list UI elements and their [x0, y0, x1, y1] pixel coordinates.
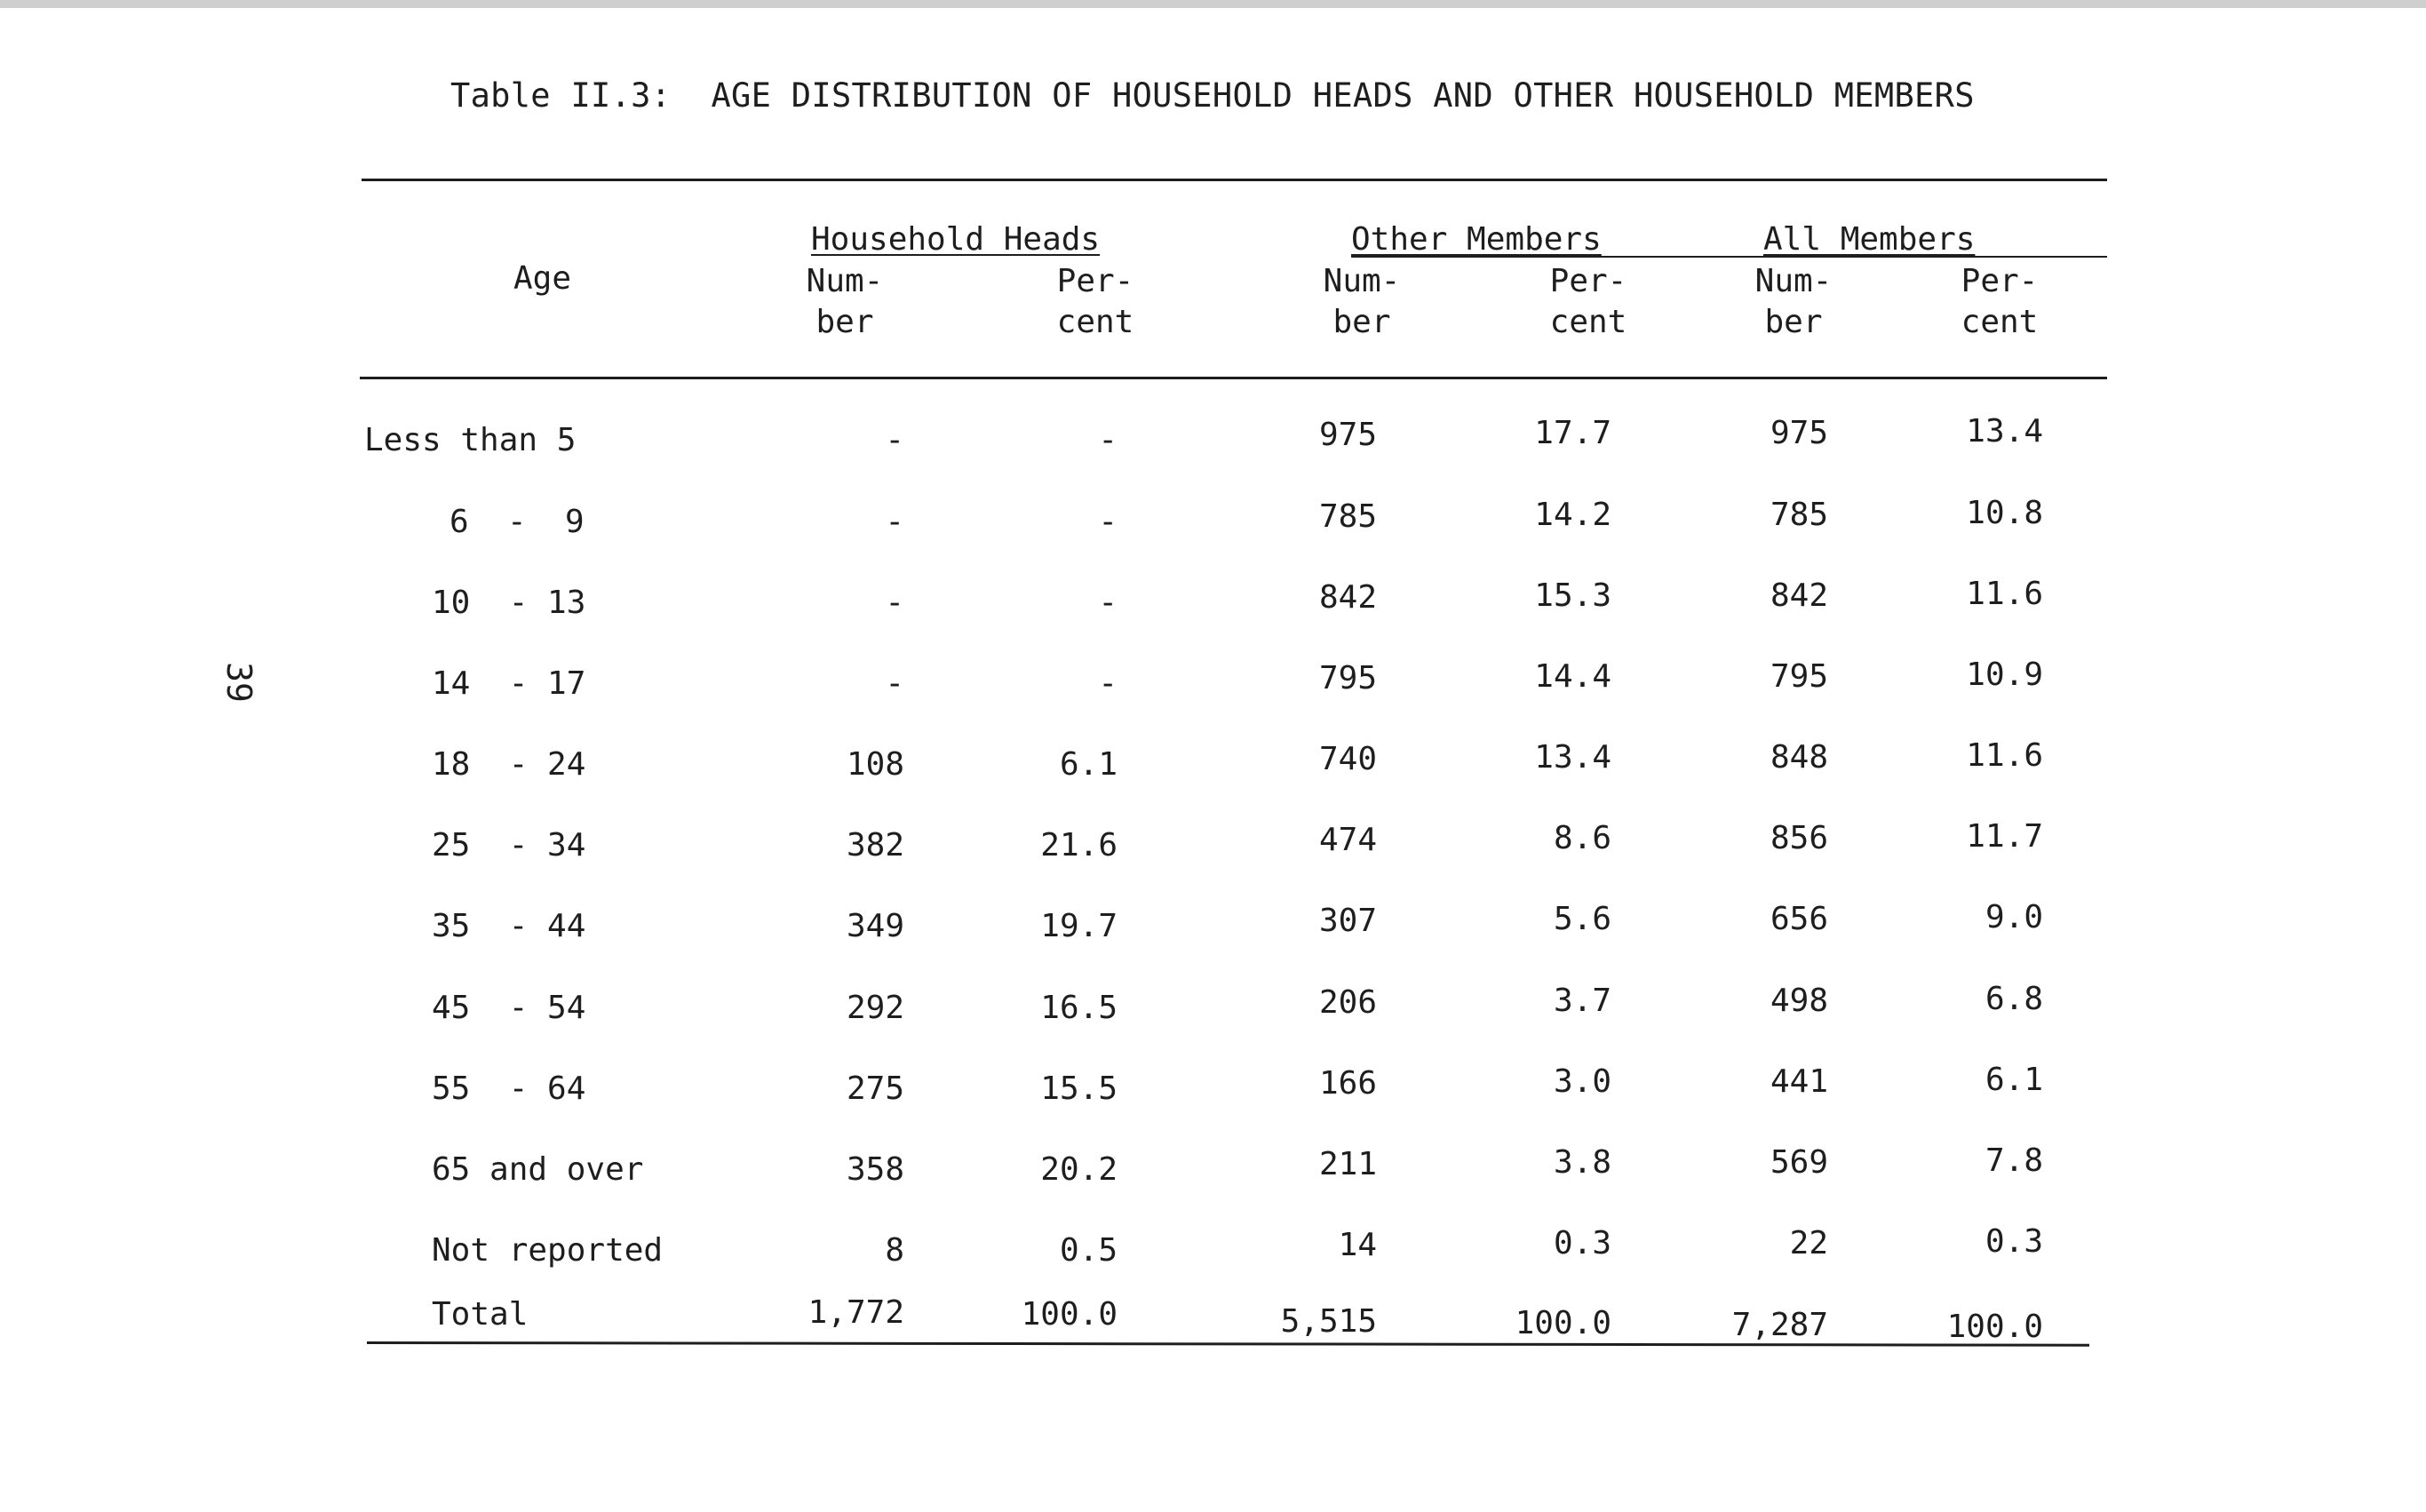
row-hh-pct-cell: -	[1098, 422, 1118, 458]
scan-top-edge	[0, 0, 2426, 8]
row-age-label: 10 - 13	[432, 585, 586, 621]
row-om-pct-cell: 14.2	[1534, 497, 1611, 533]
row-am-pct-cell: 9.0	[1985, 899, 2043, 935]
row-am-num-cell: 848	[1770, 739, 1828, 776]
row-am-num-cell: 656	[1770, 901, 1828, 937]
om-percent-header: Per- cent	[1549, 263, 1627, 340]
row-am-pct-cell: 6.8	[1985, 981, 2043, 1017]
row-hh-pct-cell: 19.7	[1040, 908, 1118, 944]
row-om-pct-cell: 3.0	[1553, 1063, 1611, 1100]
row-age-label: 45 - 54	[432, 990, 586, 1026]
total-hh-pct-cell: 100.0	[1021, 1296, 1118, 1333]
total-hh-num-cell: 1,772	[807, 1294, 904, 1331]
table-top-rule	[362, 179, 2107, 181]
row-hh-pct-cell: -	[1098, 585, 1118, 621]
row-om-num-cell: 795	[1318, 660, 1377, 696]
header-bottom-rule	[360, 377, 2107, 379]
row-am-pct-cell: 10.9	[1966, 657, 2043, 693]
row-age-label: 25 - 34	[432, 827, 586, 863]
row-hh-num-cell: 292	[846, 990, 904, 1026]
row-om-pct-cell: 5.6	[1553, 901, 1611, 937]
row-am-pct-cell: 0.3	[1985, 1223, 2043, 1260]
row-hh-pct-cell: 15.5	[1040, 1070, 1118, 1107]
total-label: Total	[432, 1296, 529, 1333]
row-hh-num-cell: -	[885, 422, 904, 458]
row-om-num-cell: 740	[1318, 741, 1377, 777]
row-hh-pct-cell: 16.5	[1040, 990, 1118, 1026]
hh-percent-header: Per- cent	[1056, 263, 1134, 340]
row-am-num-cell: 22	[1789, 1225, 1828, 1261]
row-om-num-cell: 206	[1318, 984, 1377, 1021]
row-om-num-cell: 975	[1318, 417, 1377, 453]
row-hh-pct-cell: 6.1	[1059, 746, 1118, 783]
row-age-label: 65 and over	[432, 1151, 644, 1188]
row-hh-pct-cell: 21.6	[1040, 827, 1118, 863]
row-am-num-cell: 441	[1770, 1063, 1828, 1100]
row-am-pct-cell: 11.7	[1966, 818, 2043, 855]
row-am-pct-cell: 10.8	[1966, 495, 2043, 531]
row-hh-pct-cell: -	[1098, 504, 1118, 540]
table-bottom-rule	[367, 1341, 2089, 1347]
row-hh-pct-cell: 0.5	[1059, 1232, 1118, 1269]
row-age-label: 35 - 44	[432, 908, 586, 944]
row-age-label: Not reported	[432, 1232, 664, 1269]
row-om-pct-cell: 0.3	[1553, 1225, 1611, 1261]
page-number: 39	[219, 662, 259, 703]
row-om-num-cell: 166	[1318, 1065, 1377, 1102]
row-am-num-cell: 785	[1770, 497, 1828, 533]
row-am-num-cell: 856	[1770, 820, 1828, 856]
all-members-group-header: All Members	[1763, 221, 1976, 258]
row-am-num-cell: 842	[1770, 577, 1828, 614]
row-hh-num-cell: 358	[846, 1151, 904, 1188]
row-age-label: 14 - 17	[432, 665, 586, 702]
row-age-label: 6 - 9	[449, 504, 585, 540]
row-am-pct-cell: 13.4	[1966, 413, 2043, 450]
row-om-pct-cell: 8.6	[1553, 820, 1611, 856]
row-om-num-cell: 211	[1318, 1146, 1377, 1182]
row-age-label: 18 - 24	[432, 746, 586, 783]
am-percent-header: Per- cent	[1961, 263, 2039, 340]
household-heads-group-header: Household Heads	[811, 221, 1101, 258]
age-column-header: Age	[513, 260, 572, 297]
row-hh-num-cell: 8	[885, 1232, 904, 1269]
table-title: Table II.3: AGE DISTRIBUTION OF HOUSEHOLD HEADS AND OTHER HOUSEHOLD MEMBERS	[450, 76, 1975, 115]
total-om-num-cell: 5,515	[1280, 1303, 1377, 1340]
row-om-num-cell: 842	[1318, 579, 1377, 616]
row-am-pct-cell: 6.1	[1985, 1062, 2043, 1098]
row-am-pct-cell: 11.6	[1966, 576, 2043, 612]
row-hh-num-cell: 108	[846, 746, 904, 783]
row-am-num-cell: 795	[1770, 658, 1828, 695]
row-hh-pct-cell: 20.2	[1040, 1151, 1118, 1188]
row-om-pct-cell: 17.7	[1534, 415, 1611, 451]
row-am-num-cell: 975	[1770, 415, 1828, 451]
row-om-pct-cell: 15.3	[1534, 577, 1611, 614]
am-number-header: Num- ber	[1754, 263, 1833, 340]
row-om-pct-cell: 3.8	[1553, 1144, 1611, 1181]
row-hh-num-cell: -	[885, 665, 904, 702]
row-om-pct-cell: 13.4	[1534, 739, 1611, 776]
row-hh-num-cell: 349	[846, 908, 904, 944]
total-am-pct-cell: 100.0	[1946, 1309, 2043, 1345]
row-hh-num-cell: -	[885, 585, 904, 621]
row-age-label: 55 - 64	[432, 1070, 586, 1107]
row-hh-num-cell: -	[885, 504, 904, 540]
total-am-num-cell: 7,287	[1731, 1307, 1828, 1343]
row-om-num-cell: 14	[1338, 1227, 1377, 1263]
group-header-rule	[1351, 256, 2107, 258]
row-hh-num-cell: 382	[846, 827, 904, 863]
row-am-pct-cell: 7.8	[1985, 1142, 2043, 1179]
row-hh-pct-cell: -	[1098, 665, 1118, 702]
row-om-num-cell: 474	[1318, 822, 1377, 858]
row-am-pct-cell: 11.6	[1966, 737, 2043, 774]
hh-number-header: Num- ber	[806, 263, 884, 340]
row-om-num-cell: 785	[1318, 498, 1377, 535]
row-om-pct-cell: 3.7	[1553, 983, 1611, 1019]
om-number-header: Num- ber	[1323, 263, 1401, 340]
total-om-pct-cell: 100.0	[1515, 1305, 1611, 1341]
other-members-group-header: Other Members	[1351, 221, 1602, 258]
row-am-num-cell: 498	[1770, 983, 1828, 1019]
row-am-num-cell: 569	[1770, 1144, 1828, 1181]
row-age-label: Less than 5	[364, 422, 577, 458]
row-om-pct-cell: 14.4	[1534, 658, 1611, 695]
row-om-num-cell: 307	[1318, 903, 1377, 939]
row-hh-num-cell: 275	[846, 1070, 904, 1107]
